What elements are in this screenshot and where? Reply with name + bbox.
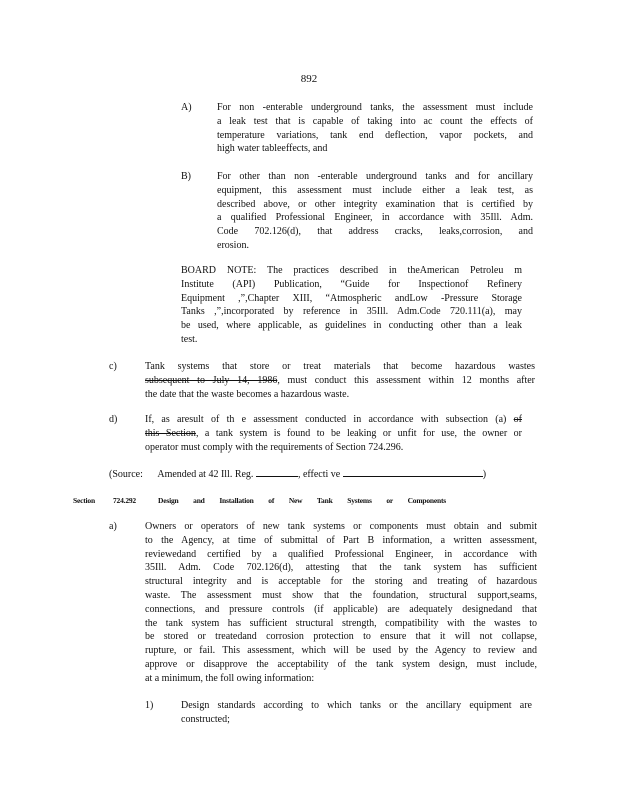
- item-d-label: d): [109, 414, 118, 425]
- section-word: Section: [73, 496, 95, 505]
- item-d-line-2: [145, 427, 522, 441]
- item-B-line: a qualified Professional Engineer, in accordance with 35Ill. Adm.: [217, 212, 533, 224]
- item-A-label: A): [181, 102, 192, 113]
- item-A-line: a leak test that is capable of taking into ac count the effects of: [217, 115, 533, 127]
- item-a-line: approve or disapprove the acceptability of the tank system design, must include,: [145, 658, 537, 670]
- item-a-line: the tank system has sufficient structural strength, compatibility with the wastes to: [145, 617, 537, 629]
- source-amended: Amended at 42 Ill. Reg.: [157, 469, 254, 480]
- item-B-line: Code 702.126(d), that address cracks, leaks,corrosion, and: [217, 226, 533, 238]
- item-a-line: 35Ill. Adm. Code 702.126(d), attesting that the tank system has sufficient: [145, 562, 537, 574]
- section-number: 724.292: [113, 496, 136, 505]
- item-a-line: at a minimum, the foll owing information:: [145, 672, 315, 684]
- item-c-line-2-rest: , must conduct this assessment within 12 months after: [277, 374, 536, 386]
- item-B-line: For other than non -enterable underground tanks and for ancillary: [217, 171, 533, 182]
- item-A-line: For non -enterable underground tanks, the assessment must include: [217, 102, 533, 113]
- board-note-line: Tanks ,”,incorporated by reference in 35Ill. Adm.Code 720.111(a), may: [181, 306, 522, 318]
- source-prefix: (Source:: [109, 469, 143, 480]
- item-c-deleted-text: subsequent to July 14, 1986: [145, 374, 278, 386]
- item-d-text: [145, 413, 522, 454]
- item-d-line-1: [145, 413, 522, 427]
- item-1-line: Design standards according to which tanks or the ancillary equipment are: [181, 700, 532, 711]
- item-B-line: erosion.: [217, 239, 249, 251]
- item-A-line: high water tableeffects, and: [217, 143, 328, 155]
- item-c-line-2: [145, 374, 535, 388]
- board-note-line: BOARD NOTE: The practices described in theAmerican Petroleu m: [181, 265, 522, 276]
- board-note: [181, 264, 522, 347]
- item-1-label: 1): [145, 700, 154, 711]
- item-B-text: [217, 170, 533, 253]
- source-note: [109, 467, 529, 482]
- effective-date-blank: [343, 467, 483, 477]
- item-a-line: waste. The assessment must show that the foundation, structural support,seams,: [145, 589, 537, 601]
- item-d-line-2-rest: , a tank system is found to be leaking or unfit for use, the owner or: [195, 427, 523, 439]
- register-volume-blank: [256, 467, 298, 477]
- item-a-text: [145, 520, 537, 686]
- item-c-label: c): [109, 361, 117, 372]
- item-d-deleted-text: of: [513, 414, 522, 425]
- item-a-line: Owners or operators of new tank systems or components must obtain and submit: [145, 521, 537, 532]
- item-1-line: constructed;: [181, 713, 230, 725]
- item-c-text: [145, 360, 535, 401]
- item-a-label: a): [109, 521, 117, 532]
- item-a-line: reviewedand certified by a qualified Professional Engineer, in accordance with: [145, 548, 537, 560]
- item-A-text: [217, 101, 533, 156]
- item-B-line: equipment, this assessment must include either a leak test, as: [217, 184, 533, 196]
- item-c-line: the date that the waste becomes a hazardous waste.: [145, 388, 350, 400]
- board-note-line: test.: [181, 333, 198, 345]
- item-B-label: B): [181, 171, 191, 182]
- item-A-line: temperature variations, tank end deflection, vapor pockets, and: [217, 129, 533, 141]
- item-a-line: structural integrity and is acceptable for the storing and treating of hazardous: [145, 576, 537, 588]
- board-note-line: Institute (API) Publication, “Guide for Inspectionof Refinery: [181, 278, 522, 290]
- item-d-line-1-text: If, as aresult of th e assessment conducted in accordance with subsection (a): [145, 414, 507, 425]
- item-B-line: described above, or other integrity examination that is certified by: [217, 198, 533, 210]
- board-note-line: Equipment ,”,Chapter XIII, “Atmospheric andLow -Pressure Storage: [181, 292, 522, 304]
- item-1-text: [181, 699, 532, 727]
- item-d-line: operator must comply with the requirements of Section 724.296.: [145, 441, 404, 453]
- source-effective: , effecti ve: [297, 469, 341, 480]
- page-number: 892: [300, 73, 318, 85]
- board-note-line: be used, where applicable, as guidelines in conducting other than a leak: [181, 320, 522, 332]
- item-a-line: rupture, or fail. This assessment, which will be used by the Agency to review and: [145, 645, 537, 657]
- item-a-line: be stored or treatedand corrosion protection to ensure that it will not collapse,: [145, 631, 537, 643]
- source-close: ): [482, 469, 487, 480]
- item-c-line: Tank systems that store or treat materials that become hazardous wastes: [145, 361, 535, 372]
- item-a-line: connections, and pressure controls (if applicable) are adequately designedand that: [145, 603, 537, 615]
- item-d-deleted-text-2: this Section: [145, 427, 196, 439]
- item-a-line: to the Agency, at time of submittal of Part B information, a written assessment,: [145, 534, 537, 546]
- section-title: Design and Installation of New Tank Systems or Components: [158, 496, 446, 505]
